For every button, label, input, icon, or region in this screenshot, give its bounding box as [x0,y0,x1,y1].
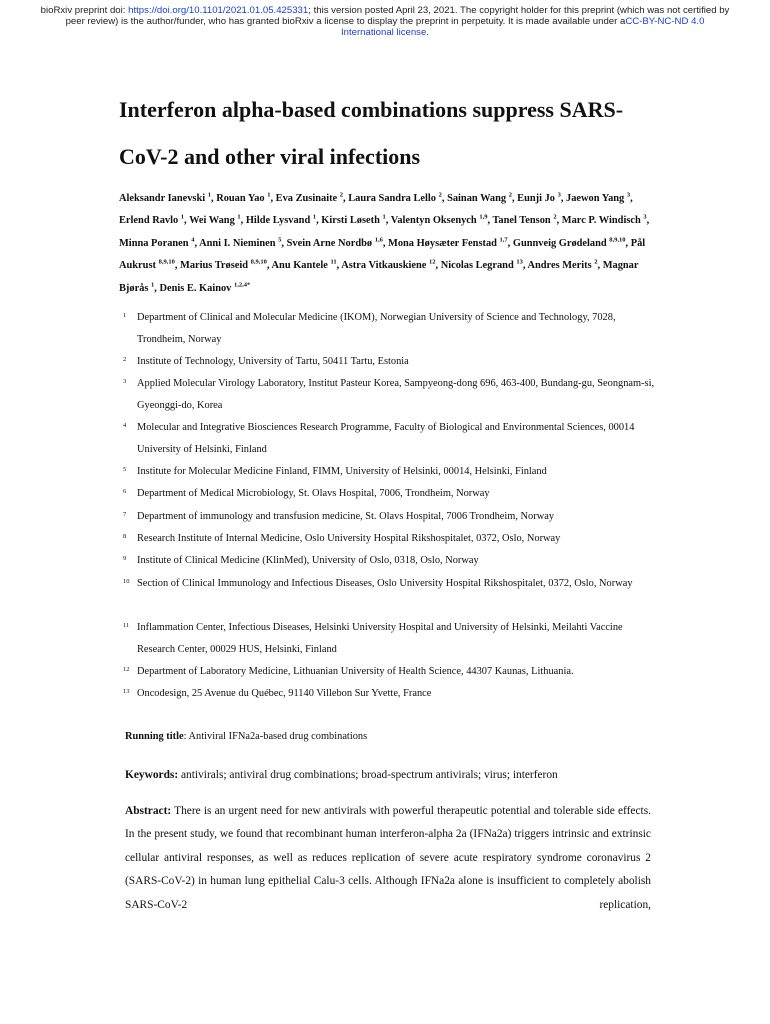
abstract-label: Abstract: [125,805,172,817]
affiliation-item [119,683,659,705]
doi-link[interactable]: https://doi.org/10.1101/2021.01.05.425331 [128,5,309,16]
author-affiliation-mark: 1 [382,213,386,221]
affiliation-item [119,661,659,683]
author [562,215,647,226]
paper-title: Interferon alpha-based combinations suppress SARS-CoV-2 and other viral infections [119,97,624,169]
author-name: Marius Trøseid [180,260,249,272]
preprint-notice [40,5,730,38]
affiliation-item [119,617,659,662]
author-list: Aleksandr Ianevski $^1$, Rouan Yao $^1$, Eva Zusinaite $^2$, Laura Sandra Lello $^2$, Sainan Wang $^2$, Eunji Jo $^3$, Jaewon Yang $^3$, Erlend Ravlo $^1$, Wei Wang $^1$, Hilde Lysvand $^1$, Kirsti Løseth $^1$, Valentyn Oksenych $^{1,9}$, Tanel Tenson $^2$, Marc P. Windisch $^3$, Minna Poranen $^4$, Anni I. Nieminen $^5$, Svein Arne Nordbø $^{1,6}$, Mona Høysæter Fenstad $^{1,7}$, Gunnveig Grødeland $^{8,9,10}$, Pål Aukrust $^{8,9,10}$, Marius Trøseid $^{8,9,10}$, Anu Kantele $^{11}$, Astra Vitkauskiene $^{12}$, Nicolas Legrand $^{13}$, Andres Merits $^2$, Magnar Bjørås $^1$, Denis E. Kainov $^{1,2,4*}$ [119,191,650,294]
author-affiliation-mark: 1 [312,213,317,221]
author [388,238,508,249]
author [287,238,383,249]
author-affiliation-mark: 1 [207,191,211,199]
author [119,215,184,226]
author [272,260,337,271]
author-affiliation-mark: 2 [508,191,512,199]
affiliation-number: 13 [123,688,130,695]
author-name: Svein Arne Nordbø [286,237,373,249]
affiliation-number: 11 [123,622,130,629]
author-affiliation-mark: 12 [429,258,436,266]
author [517,193,561,204]
author-name: Hilde Lysvand [245,215,311,227]
notice-middle: ; this version posted April 23, 2021. The copyright holder for this preprint (which was not certified by peer review) is the author/funder, who has granted bioRxiv a license to display the preprint in perpetuity. It is made available under a [65,5,730,27]
keywords-text: antivirals; antiviral drug combinations; broad-spectrum antivirals; virus; interferon [178,769,558,781]
affiliation-text: Department of Medical Microbiology, St. Olavs Hospital, 7006, Trondheim, Norway [137,488,490,499]
author-name: Erlend Ravlo [119,215,179,227]
author-affiliation-mark: 1 [267,191,271,199]
author-name: Anu Kantele [271,260,328,272]
author [246,215,316,226]
keywords [125,764,558,786]
author [527,260,597,271]
author-name: Gunnveig Grødeland [512,237,607,249]
affiliation-number: 10 [123,578,130,585]
author-affiliation-mark: 2 [438,191,442,199]
affiliation-number: 2 [123,356,127,363]
author-name: Marc P. Windisch [561,215,641,227]
author-name: Astra Vitkauskiene [341,260,427,272]
affiliation-text: Section of Clinical Immunology and Infectious Diseases, Oslo University Hospital Rikshospitalet, 0372, Oslo, Norway [137,578,633,589]
author-affiliation-mark: 5 [278,236,282,244]
affiliation-item [119,528,659,550]
author-affiliation-mark: 8,9,10 [158,258,175,266]
author [119,238,194,249]
author-affiliation-mark: 3 [557,191,561,199]
affiliation-text: Molecular and Integrative Biosciences Research Programme, Faculty of Biological and Environmental Sciences, 00014 University of Helsinki, Finland [137,422,635,456]
affiliation-item [119,351,659,373]
author-affiliation-mark: 1 [237,213,241,221]
affiliation-item [119,573,659,595]
author-affiliation-mark: 8,9,10 [609,236,626,244]
author [189,215,241,226]
author-affiliation-mark: 2 [553,213,557,221]
affiliation-text: Department of Clinical and Molecular Medicine (IKOM), Norwegian University of Science and Technology, 7028, Trondheim, Norway [137,312,616,346]
author [348,193,442,204]
affiliation-number: 4 [123,422,127,429]
affiliation-number: 9 [123,555,127,562]
author-affiliation-mark: 2 [339,191,344,199]
affiliation-number: 3 [123,378,127,385]
author-affiliation-mark: 11 [330,258,337,266]
author-affiliation-mark: 4 [191,236,195,244]
author-name: Anni I. Nieminen [199,237,276,249]
author [441,260,523,271]
affiliation-item [119,550,659,572]
author-name: Wei Wang [189,215,235,227]
author-name: Rouan Yao [216,193,265,204]
author [119,193,211,204]
affiliation-item [119,307,659,352]
author-name: Andres Merits [527,260,592,272]
affiliation-text: Institute for Molecular Medicine Finland, FIMM, University of Helsinki, 00014, Helsinki, Finland [137,466,547,477]
author-affiliation-mark: 3 [626,191,631,199]
affiliation-number: 1 [123,312,127,319]
author-affiliation-mark: 1 [151,281,155,289]
license-link[interactable]: CC-BY-NC-ND 4.0 International license [340,16,705,38]
affiliation-text: Inflammation Center, Infectious Diseases, Helsinki University Hospital and University of Helsinki, Meilahti Vaccine Research Center, 00029 HUS, Helsinki, Finland [137,622,623,656]
author [492,215,556,226]
affiliation-item [119,506,659,528]
affiliation-number: 5 [123,466,127,473]
affiliation-text: Applied Molecular Virology Laboratory, Institut Pasteur Korea, Sampyeong-dong 696, 463-400, Bundang-gu, Seongnam-si, Gyeonggi-do, Korea [137,378,655,412]
notice-prefix: bioRxiv preprint doi: [40,5,129,16]
author-affiliation-mark: 8,9,10 [250,258,267,266]
author-affiliation-mark: 1,7 [499,236,508,244]
affiliation-text: Institute of Clinical Medicine (KlinMed), University of Oslo, 0318, Oslo, Norway [137,555,479,566]
affiliation-text: Oncodesign, 25 Avenue du Québec, 91140 Villebon Sur Yvette, France [137,688,432,699]
author-affiliation-mark: 1,9 [479,213,488,221]
running-title [125,727,367,747]
author-name: Pål Aukrust [119,237,646,272]
author-affiliation-mark: 2 [594,258,598,266]
author-name: Kirsti Løseth [321,215,380,227]
author [199,238,281,249]
keywords-label: Keywords: [125,769,179,781]
author-name: Mona Høysæter Fenstad [388,237,497,249]
affiliation-text: Research Institute of Internal Medicine, Oslo University Hospital Rikshospitalet, 0372, Oslo, Norway [137,533,561,544]
author-name: Magnar Bjørås [119,260,639,294]
running-title-label: Running title [125,731,184,742]
affiliation-item [119,373,659,418]
affiliation-item [119,461,659,483]
author-affiliation-mark: 13 [516,258,523,266]
author-name: Laura Sandra Lello [348,193,436,204]
affiliation-item [119,483,659,505]
affiliation-number: 12 [123,666,130,673]
author-name: Minna Poranen [119,237,189,249]
author-affiliation-mark: 3 [643,213,647,221]
abstract-text: There is an urgent need for new antivirals with powerful therapeutic potential and tolerable side effects. In the present study, we found that recombinant human interferon-alpha 2a (IFNa2a) triggers intrinsic and extrinsic cellular antiviral responses, as well as reduces replication of severe acute respiratory syndrome coronavirus 2 (SARS-CoV-2) in human lung epithelial Calu-3 cells. Although IFNa2a alone is insufficient to completely abolish SARS-CoV-2 replication, [125,805,651,911]
author-name: Nicolas Legrand [440,260,514,272]
author [391,215,488,226]
author [276,193,343,204]
author-name: Aleksandr Ianevski [119,193,206,204]
author-name: Eva Zusinaite [275,193,338,204]
author [341,260,435,271]
author-affiliation-mark: 1 [180,213,185,221]
affiliation-number: 8 [123,533,127,540]
affiliation-text: Institute of Technology, University of Tartu, 50411 Tartu, Estonia [137,356,409,367]
affiliation-number: 6 [123,488,127,495]
affiliation-item [119,417,659,462]
author [447,193,512,204]
author [216,193,270,204]
affiliation-number: 7 [123,511,127,518]
author-name: Eunji Jo [517,193,555,204]
author [160,283,251,294]
author-affiliation-mark: 1,6 [374,236,383,244]
abstract [125,800,651,917]
author-name: Sainan Wang [447,193,507,204]
author-affiliation-mark: 1,2,4* [234,281,251,289]
author [566,193,630,204]
author [180,260,267,271]
author-name: Jaewon Yang [566,193,625,204]
author [321,215,385,226]
affiliation-text: Department of immunology and transfusion medicine, St. Olavs Hospital, 7006 Trondheim, Norway [137,511,555,522]
author-name: Valentyn Oksenych [390,215,477,227]
affiliation-text: Department of Laboratory Medicine, Lithuanian University of Health Science, 44307 Kaunas, Lithuania. [137,666,574,677]
author [513,238,626,249]
author-name: Denis E. Kainov [159,282,232,294]
notice-suffix: . [426,27,429,38]
author-name: Tanel Tenson [492,215,551,227]
running-title-text: : Antiviral IFNa2a-based drug combinations [183,731,368,742]
